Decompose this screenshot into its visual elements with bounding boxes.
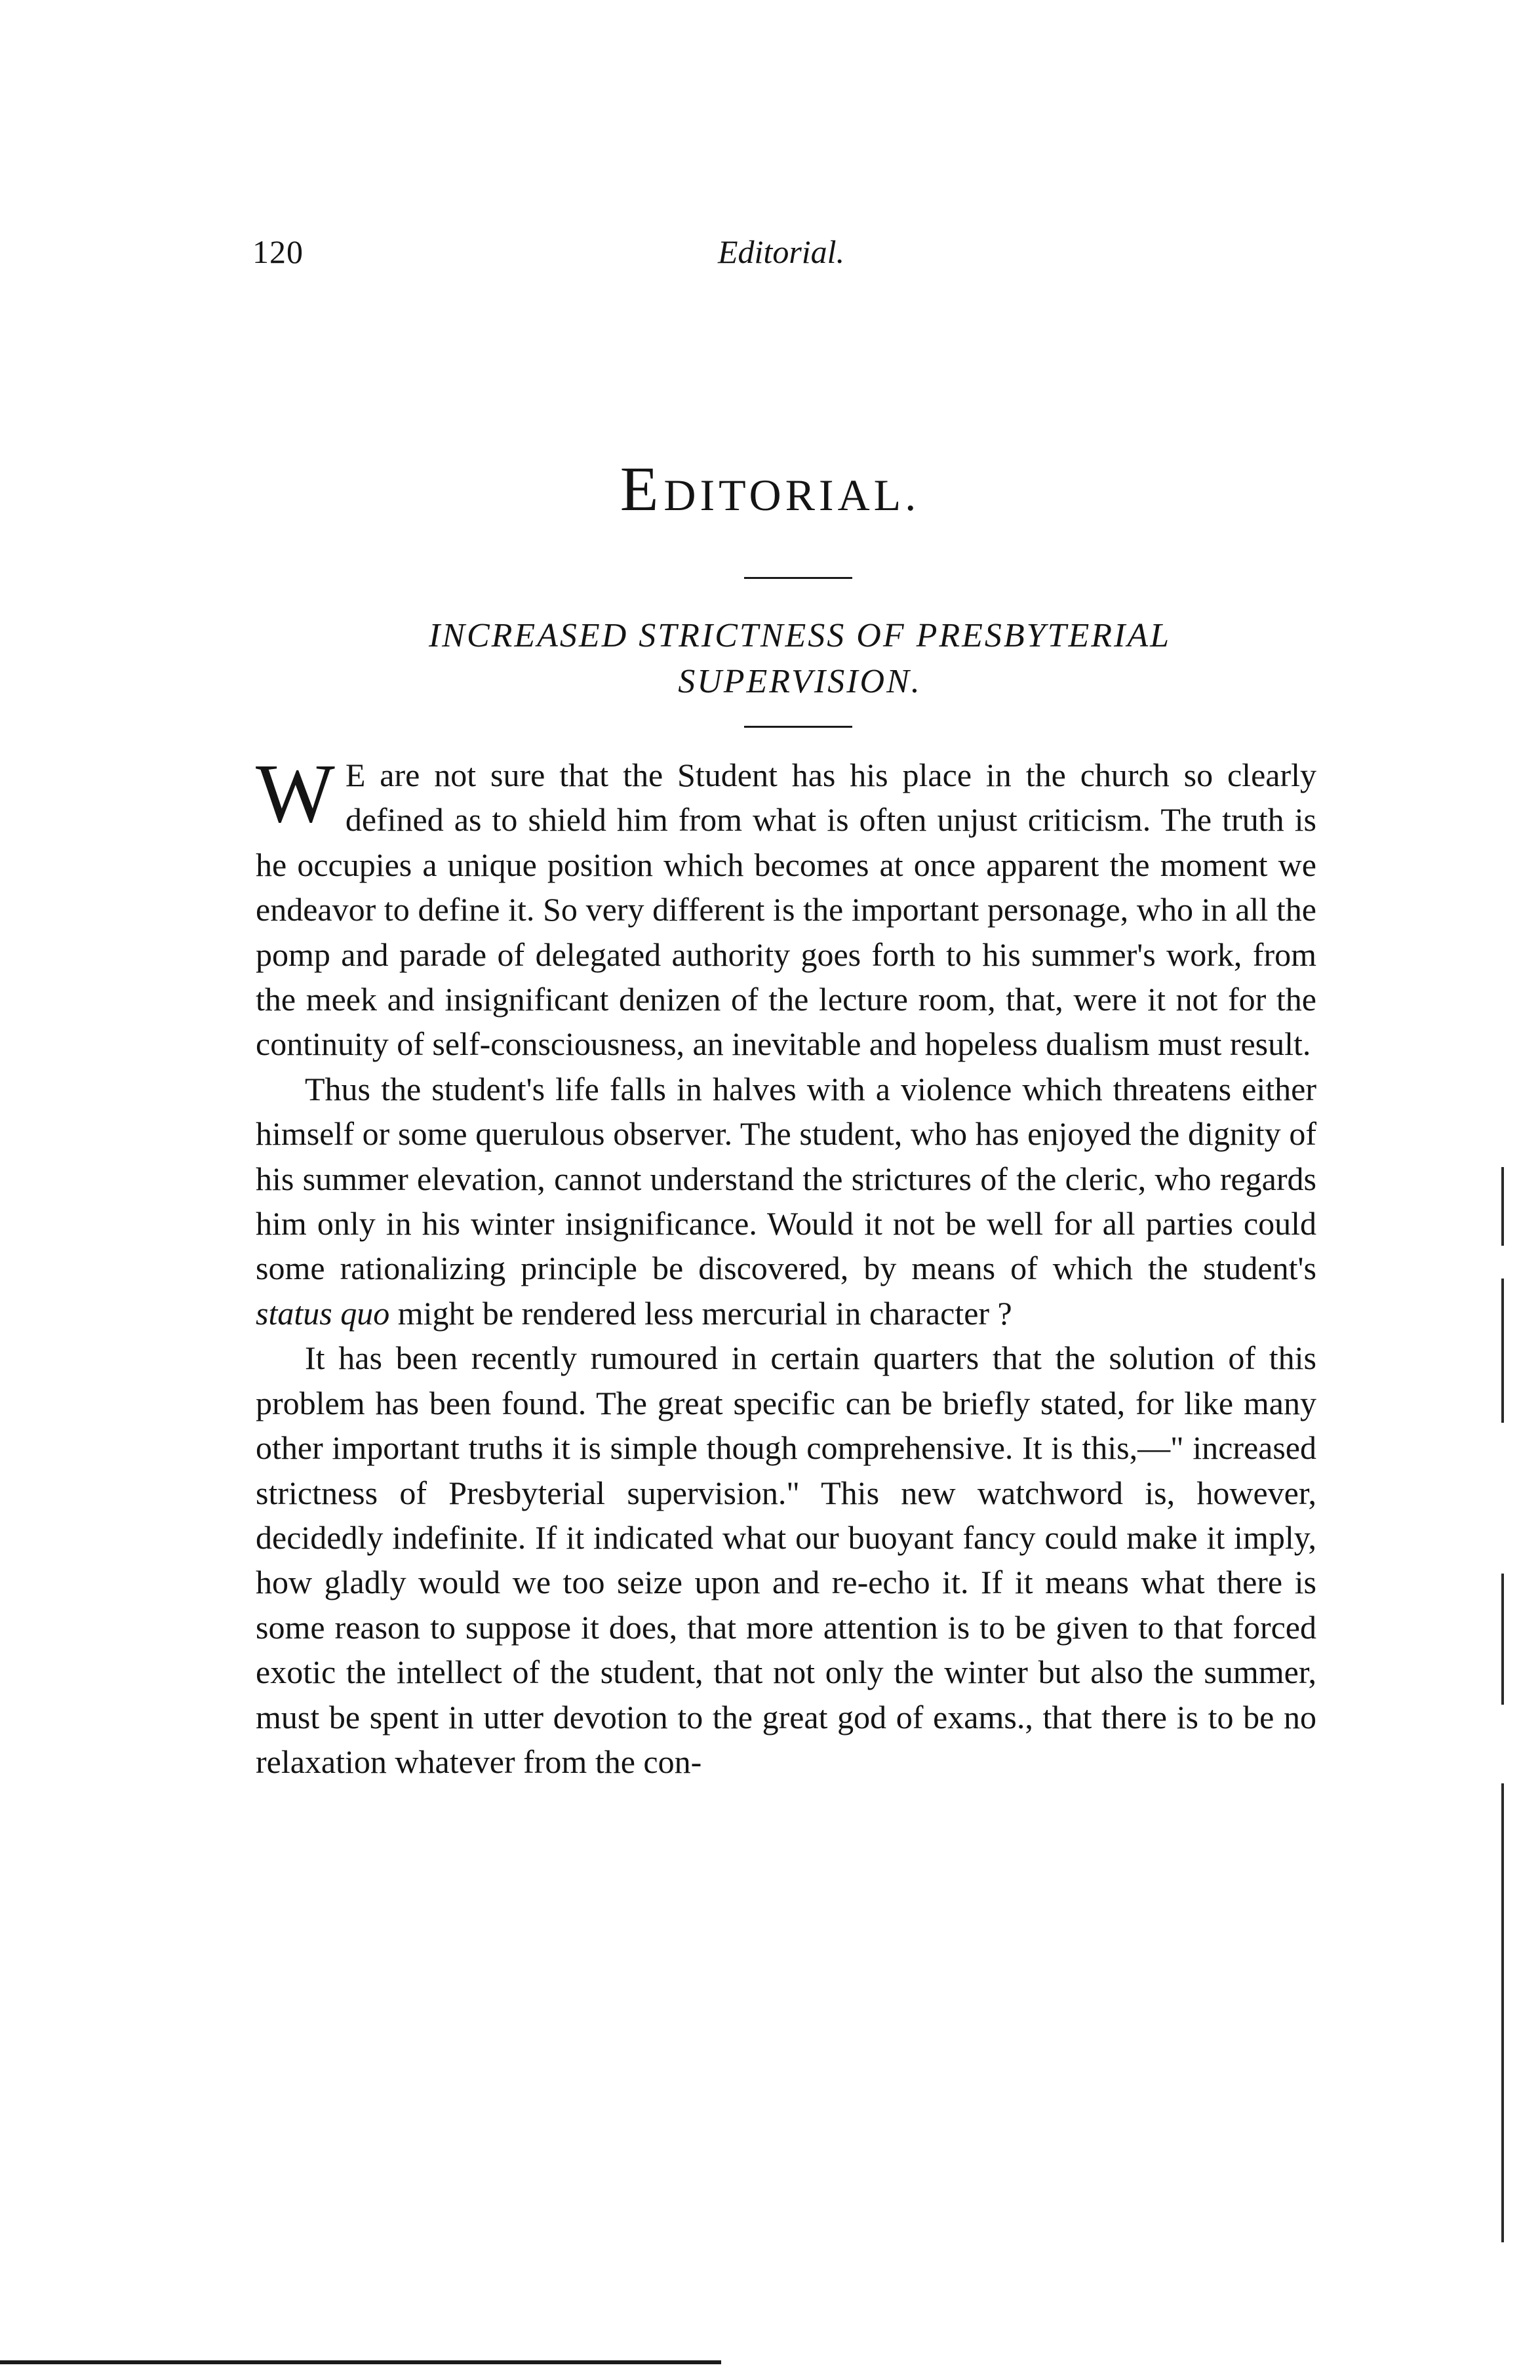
article-title-line-2: SUPERVISION.	[678, 663, 922, 700]
paragraph-1-text: E are not sure that the Student has his place in the church so clearly defined as to shield him from what is often unjust criticism. The truth is he occupies a unique position which becomes at once apparent the moment we endeavor to define it. So very different is the important personage, who in all the pomp and parade of delegated authority goes forth to his summer's work, from the meek and insignificant denizen of the lecture room, that, were it not for the continuity of self-consciousness, an inevitable and hopeless dualism must result.	[256, 757, 1316, 1063]
running-title: Editorial.	[718, 233, 845, 270]
article-title-line-1: INCREASED STRICTNESS OF PRESBYTERIAL	[428, 617, 1172, 654]
article-title	[315, 613, 1285, 705]
paragraph-3-text: It has been recently rumoured in certain quarters that the solution of this problem has been found. The great specific can be briefly stated, for like many other important truths it is simple though comprehensive. It is this,—" increased strictness of Presbyterial supervision." This new watchword is, however, decidedly indefinite. If it indicated what our buoyant fancy could make it imply, how gladly would we too seize upon and re-echo it. If it means what there is some reason to suppose it does, that more attention is to be given to that forced exotic the intellect of the student, that not only the winter but also the summer, must be spent in utter devotion to the great god of exams., that there is to be no relaxation whatever from the con-	[256, 1339, 1316, 1780]
page-number: 120	[252, 233, 304, 270]
heading-rest: DITORIAL.	[663, 470, 920, 520]
section-heading	[0, 452, 1540, 525]
paragraph-2-italic: status quo	[256, 1294, 390, 1332]
paragraph-3	[256, 1336, 1316, 1784]
bottom-scan-edge	[0, 2360, 721, 2364]
heading-initial: E	[620, 454, 664, 524]
running-head	[252, 233, 1301, 279]
margin-mark	[1501, 1783, 1504, 2242]
margin-mark	[1501, 1279, 1504, 1423]
drop-cap: W	[256, 747, 335, 840]
paragraph-1	[256, 747, 1316, 1067]
paragraph-2	[256, 1067, 1316, 1336]
article-body	[256, 747, 1316, 1784]
paragraph-2-text-a: Thus the student's life falls in halves with a violence which threatens either himself or some querulous observer. The student, who has enjoyed the dignity of his summer elevation, cannot understand the strictures of the cleric, who regards him only in his winter insignificance. Would it not be well for all parties could some rationalizing principle be discovered, by means of which the student's	[256, 1070, 1316, 1287]
margin-mark	[1501, 1574, 1504, 1705]
margin-mark	[1501, 1167, 1504, 1246]
paragraph-2-text-b: might be rendered less mercurial in character ?	[389, 1294, 1012, 1332]
title-rule	[744, 726, 852, 728]
heading-rule	[744, 577, 852, 579]
